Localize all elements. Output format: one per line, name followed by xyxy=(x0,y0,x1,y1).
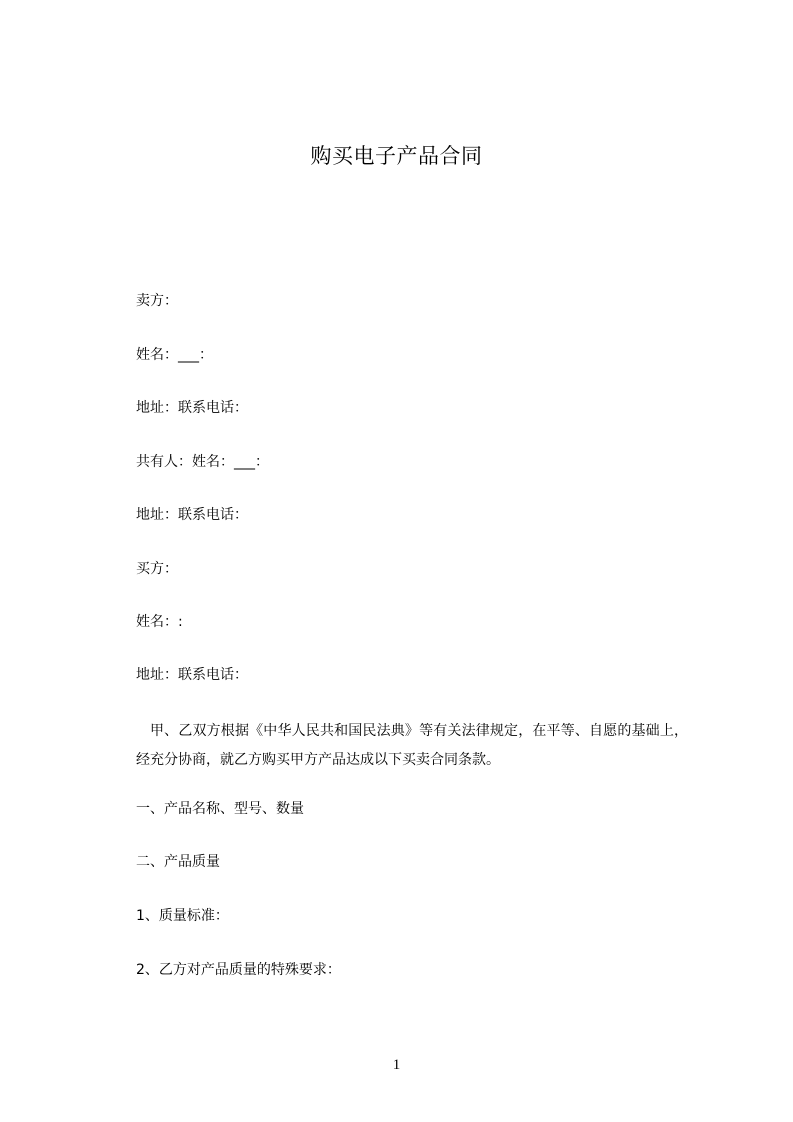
co-owner-line: 共有人：姓名：___： xyxy=(136,454,269,470)
seller-label: 卖方： xyxy=(136,293,178,309)
document-title: 购买电子产品合同 xyxy=(310,144,483,168)
seller-name-line: 姓名：___： xyxy=(136,347,213,363)
contract-intro-paragraph: 甲、乙双方根据《中华人民共和国民法典》等有关法律规定，在平等、自愿的基础上，经充分协商，就乙方购买甲方产品达成以下买卖合同条款。 xyxy=(136,723,688,768)
buyer-name-line: 姓名：: xyxy=(136,614,183,630)
page-number: 1 xyxy=(392,1057,401,1073)
quality-standard-item: 1、质量标准： xyxy=(136,908,229,924)
buyer-label: 买方： xyxy=(136,561,178,577)
section-product-quality: 二、产品质量 xyxy=(136,854,220,870)
section-product-name: 一、产品名称、型号、数量 xyxy=(136,801,304,817)
buyer-address-line: 地址：联系电话： xyxy=(136,667,248,683)
special-quality-item: 2、乙方对产品质量的特殊要求： xyxy=(136,962,341,978)
seller-address-line: 地址：联系电话： xyxy=(136,400,248,416)
co-owner-address-line: 地址：联系电话： xyxy=(136,507,248,523)
